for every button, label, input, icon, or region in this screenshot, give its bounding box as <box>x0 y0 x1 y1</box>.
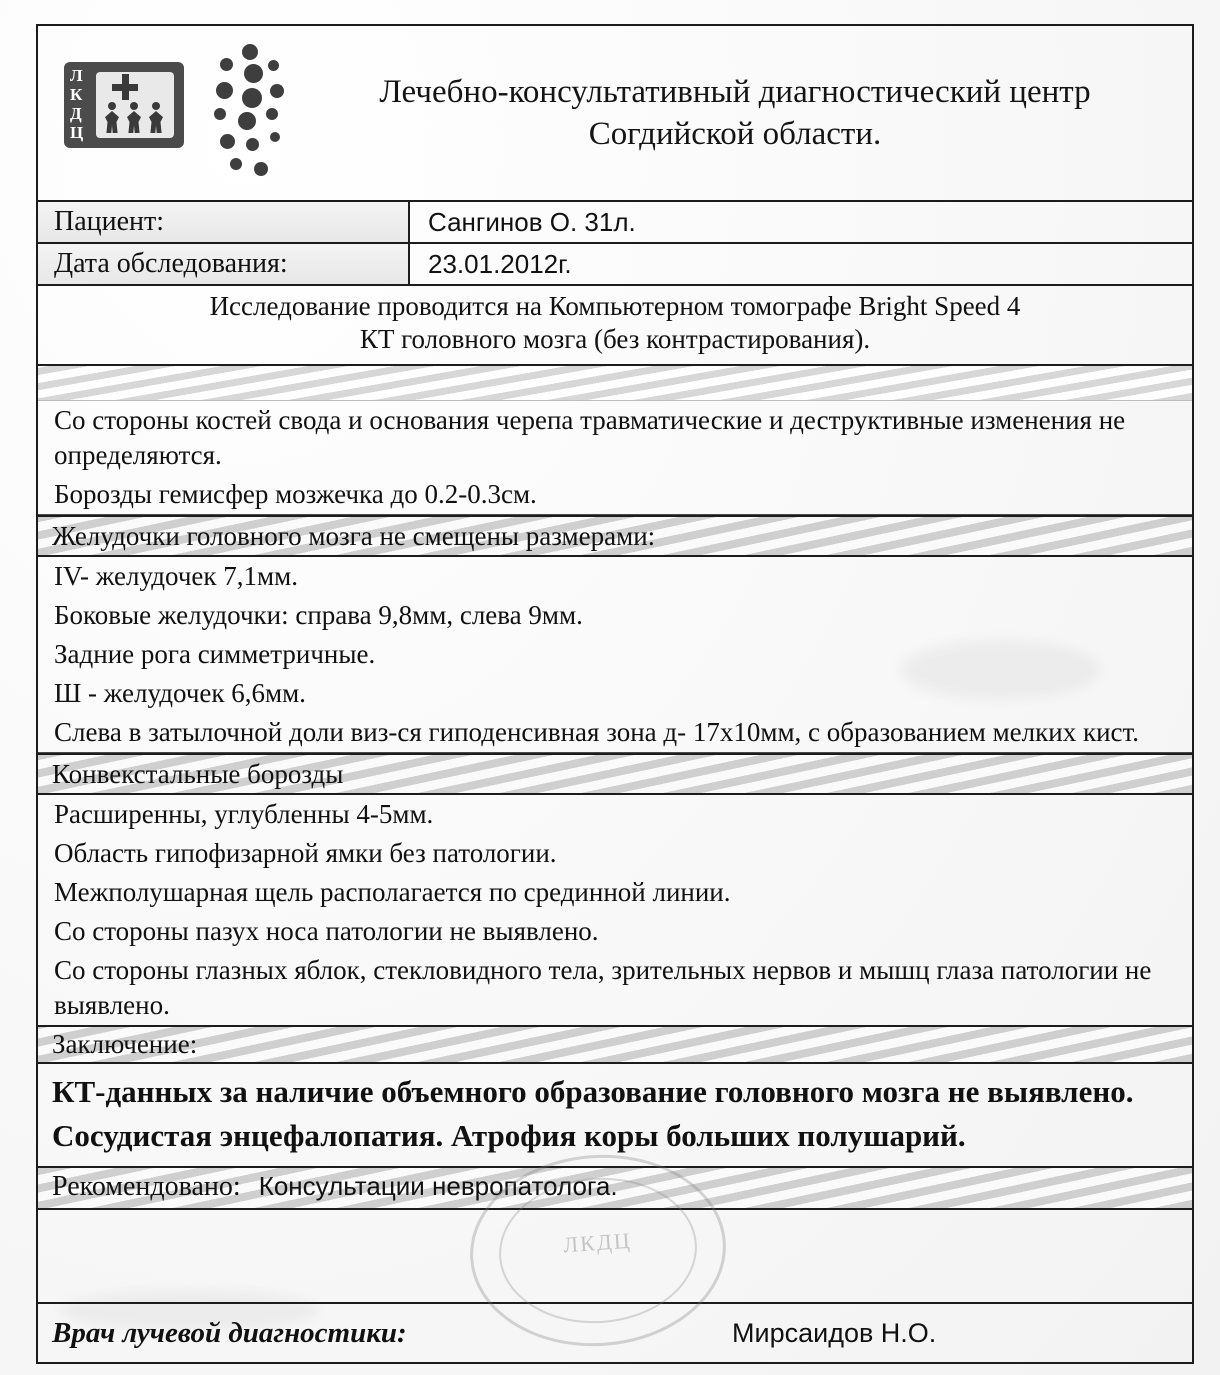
study-line-1: Исследование проводится на Компьютерном томографе Bright Speed 4 <box>209 291 1021 321</box>
clinic-title-line1: Лечебно-консультативный диагностический центр <box>379 74 1091 110</box>
exam-date-label: Дата обследования: <box>38 244 410 284</box>
stamp-text: ЛКДЦ <box>562 1227 633 1258</box>
exam-date-value: 23.01.2012г. <box>428 248 572 279</box>
finding-eyes: Со стороны глазных яблок, стекловидного тела, зрительных нервов и мышц глаза патологии не выявлено. <box>54 955 1152 1020</box>
signature-label: Врач лучевой диагностики: <box>52 1316 407 1349</box>
document-frame <box>36 24 1194 1364</box>
conclusion-label: Заключение: <box>38 1025 1192 1064</box>
ventricles-header: Желудочки головного мозга не смещены размерами: <box>38 515 1192 557</box>
logo-badge-icon <box>64 62 184 148</box>
finding-lateral-ventricles: Боковые желудочки: справа 9,8мм, слева 9мм. <box>54 600 583 630</box>
patient-name-row <box>38 202 1192 244</box>
patient-name-value: Сангинов О. 31л. <box>428 206 636 237</box>
patient-name-label: Пациент: <box>38 202 410 242</box>
finding-skull: Со стороны костей свода и основания черепа травматические и деструктивные изменения не определяются. <box>54 405 1126 470</box>
recommendation-label: Рекомендовано: <box>52 1171 241 1202</box>
finding-ventricle-iv: IV- желудочек 7,1мм. <box>54 561 298 591</box>
clinic-title <box>298 71 1192 155</box>
document-header <box>38 26 1192 202</box>
conclusion-text: КТ-данных за наличие объемного образование головного мозга не выявлено. Сосудистая энцефалопатия. Атрофия коры больших полушарий. <box>38 1064 1192 1168</box>
finding-ventricle-iii: Ш - желудочек 6,6мм. <box>54 678 306 708</box>
signature-doctor-name: Мирсаидов Н.О. <box>732 1317 937 1348</box>
finding-convexital: Расширенны, углубленны 4-5мм. <box>54 799 434 829</box>
finding-cerebellum: Борозды гемисфер мозжечка до 0.2-0.3см. <box>38 475 1192 515</box>
exam-date-row <box>38 244 1192 286</box>
signature-row <box>38 1304 1192 1362</box>
clinic-logo <box>38 26 298 200</box>
recommendation-value: Консультации невропатолога. <box>258 1171 618 1201</box>
blank-space <box>38 1210 1192 1304</box>
finding-sinuses: Со стороны пазух носа патологии не выявлено. <box>54 916 599 946</box>
logo-letters: Л К Д Ц <box>70 66 84 142</box>
finding-posterior-horns: Задние рога симметричные. <box>54 639 376 669</box>
medical-cross-icon <box>112 74 138 100</box>
decorative-band <box>38 366 1192 401</box>
finding-interhemispheric: Межполушарная щель располагается по срединной линии. <box>54 877 731 907</box>
finding-occipital-zone: Слева в затылочной доли виз-ся гиподенсивная зона д- 17х10мм, с образованием мелких кист. <box>38 713 1192 753</box>
study-description <box>38 286 1192 366</box>
convexital-header: Конвекстальные борозды <box>38 753 1192 795</box>
findings-block <box>38 366 1192 1362</box>
recommendation-row <box>38 1168 1192 1210</box>
logo-dots-icon <box>196 44 292 184</box>
finding-pituitary: Область гипофизарной ямки без патологии. <box>54 838 557 868</box>
clinic-title-line2: Согдийской области. <box>588 116 882 152</box>
study-line-2: КТ головного мозга (без контрастирования). <box>359 324 871 354</box>
family-figures-icon <box>102 102 168 138</box>
